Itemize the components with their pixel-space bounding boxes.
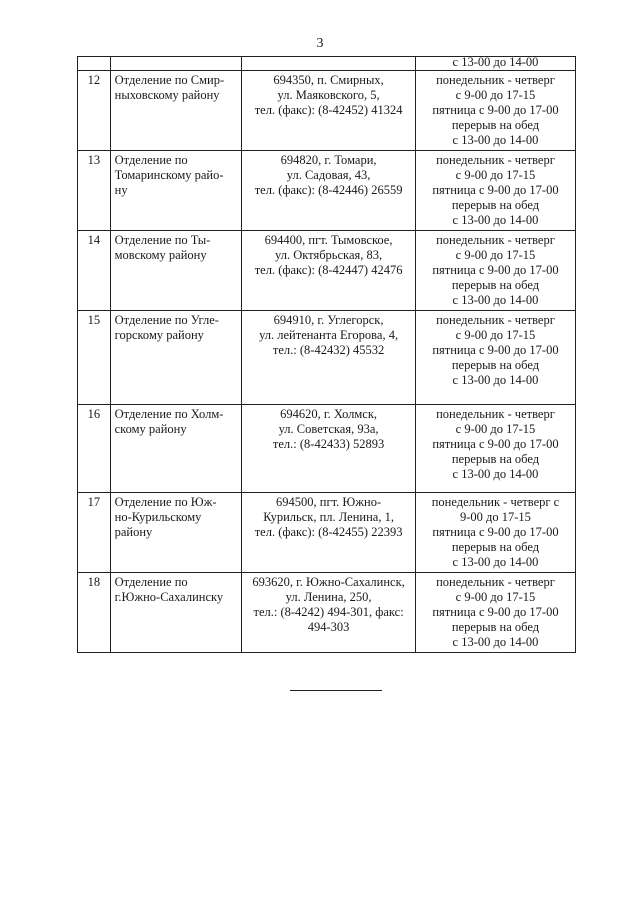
row-number-cell <box>78 151 111 231</box>
hours-cell <box>415 57 575 71</box>
office-name-cell <box>110 71 242 151</box>
table-row <box>78 231 576 311</box>
hours-line: перерыв на обед <box>451 198 540 212</box>
hours-line: понедельник - четверг с <box>431 495 560 509</box>
hours-line: понедельник - четверг <box>436 575 555 589</box>
hours-line: перерыв на обед <box>451 278 540 292</box>
page-number: 3 <box>316 36 324 51</box>
office-name-line: горскому району <box>114 328 204 342</box>
hours-line: пятница с 9-00 до 17-00 <box>432 525 559 539</box>
row-number-cell <box>78 311 111 405</box>
hours-cell <box>415 405 575 493</box>
hours-cell <box>415 71 575 151</box>
row-number: 17 <box>87 495 101 509</box>
hours-line: с 13-00 до 14-00 <box>452 293 539 307</box>
hours-line: с 13-00 до 14-00 <box>452 373 539 387</box>
address-cell <box>242 57 416 71</box>
office-name-line: скому району <box>114 422 187 436</box>
hours-line: с 13-00 до 14-00 <box>452 555 539 569</box>
office-name-cell <box>110 151 242 231</box>
table-row <box>78 71 576 151</box>
hours-line: пятница с 9-00 до 17-00 <box>432 263 559 277</box>
hours-line: понедельник - четверг <box>436 153 555 167</box>
table-row-continuation <box>78 57 576 71</box>
office-name-line: Отделение по Юж- <box>114 495 217 509</box>
row-number-cell <box>78 573 111 653</box>
address-line: 694620, г. Холмск, <box>280 407 378 421</box>
hours-line: пятница с 9-00 до 17-00 <box>432 343 559 357</box>
hours-line: 9-00 до 17-15 <box>460 510 531 524</box>
hours-cell <box>415 573 575 653</box>
hours-line: перерыв на обед <box>451 452 540 466</box>
hours-cell <box>415 493 575 573</box>
hours-line: с 9-00 до 17-15 <box>455 88 536 102</box>
address-cell <box>242 493 416 573</box>
office-name-cell <box>110 231 242 311</box>
end-rule <box>290 690 382 691</box>
offices-table <box>77 56 576 653</box>
hours-line: понедельник - четверг <box>436 313 555 327</box>
row-number-cell <box>78 405 111 493</box>
hours-line: понедельник - четверг <box>436 407 555 421</box>
office-name-line: району <box>114 525 153 539</box>
hours-line: с 13-00 до 14-00 <box>452 55 539 69</box>
table-row <box>78 405 576 493</box>
office-name-cell <box>110 405 242 493</box>
address-line: 693620, г. Южно-Сахалинск, <box>252 575 405 589</box>
table-row <box>78 573 576 653</box>
row-number: 14 <box>87 233 101 247</box>
office-name-line: ну <box>114 183 128 197</box>
address-line: 694500, пгт. Южно- <box>276 495 382 509</box>
office-name-line: Отделение по Смир- <box>114 73 225 87</box>
office-name-cell <box>110 493 242 573</box>
row-number-cell <box>78 71 111 151</box>
address-cell <box>242 405 416 493</box>
address-line: 694820, г. Томари, <box>280 153 377 167</box>
row-number-cell <box>78 231 111 311</box>
hours-line: перерыв на обед <box>451 620 540 634</box>
address-line: тел. (факс): (8-42446) 26559 <box>254 183 403 197</box>
hours-line: перерыв на обед <box>451 358 540 372</box>
table-row <box>78 493 576 573</box>
hours-line: понедельник - четверг <box>436 233 555 247</box>
office-name-line: Отделение по <box>114 153 188 167</box>
row-number: 18 <box>87 575 101 589</box>
office-name-line: Томаринскому райо- <box>114 168 224 182</box>
office-name-line: Отделение по Ты- <box>114 233 211 247</box>
hours-line: с 13-00 до 14-00 <box>452 635 539 649</box>
address-line: Курильск, пл. Ленина, 1, <box>263 510 394 524</box>
hours-line: пятница с 9-00 до 17-00 <box>432 605 559 619</box>
address-line: ул. Ленина, 250, <box>285 590 372 604</box>
address-cell <box>242 573 416 653</box>
office-name-cell <box>110 573 242 653</box>
address-line: тел. (факс): (8-42455) 22393 <box>254 525 403 539</box>
hours-cell <box>415 151 575 231</box>
table-row <box>78 151 576 231</box>
row-number-cell <box>78 493 111 573</box>
address-cell <box>242 71 416 151</box>
office-name-line: Отделение по <box>114 575 188 589</box>
address-line: 694400, пгт. Тымовское, <box>264 233 393 247</box>
address-cell <box>242 231 416 311</box>
table-row <box>78 311 576 405</box>
address-line: 694350, п. Смирных, <box>273 73 384 87</box>
hours-cell <box>415 311 575 405</box>
row-number: 16 <box>87 407 101 421</box>
number-cell <box>78 57 111 71</box>
hours-line: понедельник - четверг <box>436 73 555 87</box>
hours-line: перерыв на обед <box>451 540 540 554</box>
hours-line: с 13-00 до 14-00 <box>452 133 539 147</box>
row-number: 13 <box>87 153 101 167</box>
address-line: 694910, г. Углегорск, <box>273 313 384 327</box>
office-name-cell <box>110 311 242 405</box>
office-name-line: но-Курильскому <box>114 510 202 524</box>
hours-line: пятница с 9-00 до 17-00 <box>432 103 559 117</box>
hours-line: с 9-00 до 17-15 <box>455 248 536 262</box>
address-line: 494-303 <box>307 620 350 634</box>
address-line: тел.: (8-42432) 45532 <box>272 343 385 357</box>
office-name-line: Отделение по Угле- <box>114 313 219 327</box>
row-number: 15 <box>87 313 101 327</box>
office-name-line: ныховскому району <box>114 88 220 102</box>
hours-line: пятница с 9-00 до 17-00 <box>432 437 559 451</box>
hours-line: с 9-00 до 17-15 <box>455 590 536 604</box>
address-line: ул. Октябрьская, 83, <box>275 248 383 262</box>
address-line: тел.: (8-42433) 52893 <box>272 437 385 451</box>
address-cell <box>242 311 416 405</box>
hours-line: с 13-00 до 14-00 <box>452 213 539 227</box>
office-name-line: мовскому району <box>114 248 207 262</box>
office-name-line: Отделение по Холм- <box>114 407 224 421</box>
address-line: тел. (факс): (8-42447) 42476 <box>254 263 403 277</box>
hours-line: с 9-00 до 17-15 <box>455 422 536 436</box>
address-line: ул. Садовая, 43, <box>286 168 371 182</box>
hours-line: пятница с 9-00 до 17-00 <box>432 183 559 197</box>
hours-line: с 13-00 до 14-00 <box>452 467 539 481</box>
address-line: ул. лейтенанта Егорова, 4, <box>259 328 399 342</box>
hours-line: перерыв на обед <box>451 118 540 132</box>
hours-line: с 9-00 до 17-15 <box>455 328 536 342</box>
address-line: ул. Маяковского, 5, <box>277 88 380 102</box>
address-line: ул. Советская, 93а, <box>278 422 379 436</box>
address-line: тел. (факс): (8-42452) 41324 <box>254 103 403 117</box>
row-number: 12 <box>87 73 101 87</box>
address-cell <box>242 151 416 231</box>
address-line: тел.: (8-4242) 494-301, факс: <box>253 605 404 619</box>
office-name-line: г.Южно-Сахалинску <box>114 590 224 604</box>
hours-line: с 9-00 до 17-15 <box>455 168 536 182</box>
hours-cell <box>415 231 575 311</box>
name-cell <box>110 57 242 71</box>
